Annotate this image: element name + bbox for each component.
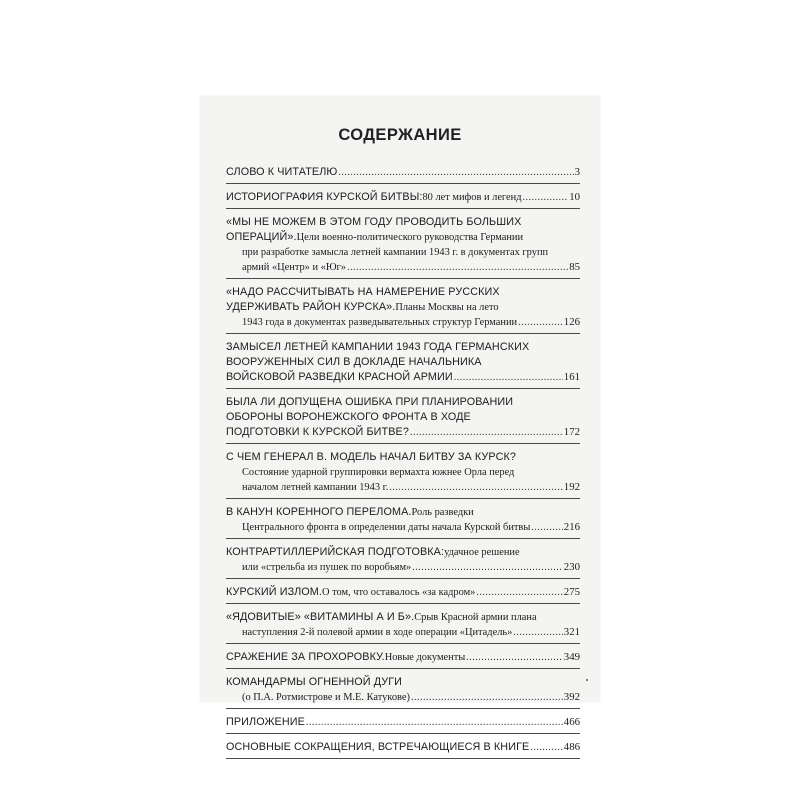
toc-entry bbox=[226, 583, 580, 604]
toc-entry-line bbox=[226, 260, 580, 275]
toc-entry-line bbox=[226, 300, 580, 315]
toc-entry-heading: СРАЖЕНИЕ ЗА ПРОХОРОВКУ. bbox=[226, 651, 385, 663]
toc-entry-line bbox=[226, 230, 580, 245]
book-page bbox=[200, 96, 600, 753]
toc-entry bbox=[226, 188, 580, 209]
toc-entry-line bbox=[226, 245, 580, 260]
toc-entry-heading: В КАНУН КОРЕННОГО ПЕРЕЛОМА. bbox=[226, 506, 412, 518]
toc-entry-subtitle: 1943 года в документах разведывательных структур Германии bbox=[242, 317, 518, 328]
toc-entry-subtitle: или «стрельба из пушек по воробьям» bbox=[242, 562, 412, 573]
dot-leader bbox=[410, 425, 563, 440]
toc-entry-heading: УДЕРЖИВАТЬ РАЙОН КУРСКА». bbox=[226, 301, 396, 313]
toc-entry bbox=[226, 673, 580, 709]
toc-entry-line bbox=[226, 285, 580, 300]
toc-page-number: 85 bbox=[569, 261, 580, 273]
toc-entry-heading: «НАДО РАССЧИТЫВАТЬ НА НАМЕРЕНИЕ РУССКИХ bbox=[226, 286, 500, 298]
dot-leader bbox=[531, 520, 562, 535]
toc-entry-heading: ЗАМЫСЕЛ ЛЕТНЕЙ КАМПАНИИ 1943 ГОДА ГЕРМАНСКИХ bbox=[226, 341, 530, 353]
toc-entry-subtitle: удачное решение bbox=[444, 547, 520, 558]
toc-entry-heading: ОБОРОНЫ ВОРОНЕЖСКОГО ФРОНТА В ХОДЕ bbox=[226, 411, 471, 423]
toc-entry-heading: ВОЙСКОВОЙ РАЗВЕДКИ КРАСНОЙ АРМИИ bbox=[226, 371, 453, 383]
toc-entry bbox=[226, 213, 580, 279]
toc-entry-heading: БЫЛА ЛИ ДОПУЩЕНА ОШИБКА ПРИ ПЛАНИРОВАНИИ bbox=[226, 396, 514, 408]
toc-entry-subtitle: (о П.А. Ротмистрове и М.Е. Катукове) bbox=[242, 692, 410, 703]
toc-page-number: 275 bbox=[563, 586, 580, 598]
toc-entry-heading: КУРСКИЙ ИЗЛОМ. bbox=[226, 586, 322, 598]
toc-page-number: 172 bbox=[563, 426, 580, 438]
toc-entry-line bbox=[226, 545, 580, 560]
toc-entry-subtitle: Цели военно-политического руководства Германии bbox=[296, 232, 524, 243]
toc-entry-heading: «ЯДОВИТЫЕ» «ВИТАМИНЫ А И Б». bbox=[226, 611, 415, 623]
dot-leader bbox=[412, 560, 563, 575]
toc-entry-subtitle: наступления 2-й полевой армии в ходе операции «Цитадель» bbox=[242, 627, 513, 638]
toc-entry-heading: ПРИЛОЖЕНИЕ bbox=[226, 716, 305, 728]
toc-page-number: 161 bbox=[563, 371, 580, 383]
toc-entry-subtitle: Срыв Красной армии плана bbox=[414, 612, 537, 623]
toc-entry-subtitle: Состояние ударной группировки вермахта южнее Орла перед bbox=[242, 467, 515, 478]
toc-entry-line bbox=[226, 740, 580, 755]
table-of-contents bbox=[226, 163, 580, 763]
dot-leader bbox=[411, 690, 563, 705]
toc-entry-subtitle: при разработке замысла летней кампании 1943 г. в документах групп bbox=[242, 247, 549, 258]
toc-entry-subtitle: Центрального фронта в определении даты начала Курской битвы bbox=[242, 522, 531, 533]
toc-entry-line bbox=[226, 165, 580, 180]
dot-leader bbox=[523, 190, 569, 205]
toc-entry-line bbox=[226, 585, 580, 600]
toc-entry bbox=[226, 738, 580, 759]
toc-entry-line bbox=[226, 610, 580, 625]
toc-entry bbox=[226, 393, 580, 444]
toc-entry-line bbox=[226, 480, 580, 495]
toc-entry-heading: ВООРУЖЕННЫХ СИЛ В ДОКЛАДЕ НАЧАЛЬНИКА bbox=[226, 356, 482, 368]
toc-entry-line bbox=[226, 395, 580, 410]
toc-entry-heading: КОНТРАРТИЛЛЕРИЙСКАЯ ПОДГОТОВКА: bbox=[226, 546, 445, 558]
toc-entry-heading: СЛОВО К ЧИТАТЕЛЮ bbox=[226, 166, 338, 178]
toc-entry-heading: «МЫ НЕ МОЖЕМ В ЭТОМ ГОДУ ПРОВОДИТЬ БОЛЬШИХ bbox=[226, 216, 522, 228]
toc-entry-subtitle: О том, что оставалось «за кадром» bbox=[322, 587, 476, 598]
page-title: СОДЕРЖАНИЕ bbox=[338, 126, 462, 144]
toc-entry bbox=[226, 448, 580, 499]
toc-entry-line bbox=[226, 715, 580, 730]
toc-entry bbox=[226, 283, 580, 334]
toc-entry-line bbox=[226, 370, 580, 385]
toc-entry bbox=[226, 543, 580, 579]
toc-entry-subtitle: армий «Центр» и «Юг» bbox=[242, 262, 346, 273]
toc-page-number: 3 bbox=[574, 166, 580, 178]
toc-page-number: 486 bbox=[563, 741, 580, 753]
toc-page-number: 126 bbox=[563, 316, 580, 328]
toc-entry-line bbox=[226, 215, 580, 230]
toc-entry-line bbox=[226, 625, 580, 640]
dot-leader bbox=[476, 585, 562, 600]
toc-entry bbox=[226, 648, 580, 669]
toc-entry-line bbox=[226, 190, 580, 205]
dot-leader bbox=[513, 625, 562, 640]
toc-entry-line bbox=[226, 505, 580, 520]
dot-leader bbox=[454, 370, 563, 385]
toc-entry-line bbox=[226, 650, 580, 665]
dot-leader bbox=[389, 480, 562, 495]
page-speck bbox=[586, 679, 588, 681]
toc-entry bbox=[226, 608, 580, 644]
toc-entry-heading: С ЧЕМ ГЕНЕРАЛ В. МОДЕЛЬ НАЧАЛ БИТВУ ЗА КУРСК? bbox=[226, 451, 516, 463]
toc-entry-line bbox=[226, 675, 580, 690]
dot-leader bbox=[306, 715, 563, 730]
toc-entry-subtitle: началом летней кампании 1943 г. bbox=[242, 482, 389, 493]
toc-entry-line bbox=[226, 410, 580, 425]
toc-entry-subtitle: Роль разведки bbox=[411, 507, 474, 518]
toc-entry-line bbox=[226, 560, 580, 575]
toc-entry-subtitle: 80 лет мифов и легенд bbox=[422, 192, 522, 203]
dot-leader bbox=[530, 740, 562, 755]
toc-entry bbox=[226, 503, 580, 539]
toc-page-number: 10 bbox=[569, 191, 580, 203]
toc-entry-subtitle: Новые документы bbox=[384, 652, 466, 663]
toc-entry-heading: ОПЕРАЦИЙ». bbox=[226, 231, 297, 243]
toc-entry-line bbox=[226, 425, 580, 440]
toc-entry-line bbox=[226, 340, 580, 355]
toc-entry bbox=[226, 713, 580, 734]
toc-page-number: 466 bbox=[563, 716, 580, 728]
dot-leader bbox=[518, 315, 563, 330]
toc-page-number: 192 bbox=[563, 481, 580, 493]
dot-leader bbox=[347, 260, 568, 275]
toc-entry-line bbox=[226, 355, 580, 370]
toc-entry-line bbox=[226, 520, 580, 535]
toc-entry-line bbox=[226, 465, 580, 480]
toc-entry-line bbox=[226, 315, 580, 330]
toc-page-number: 392 bbox=[563, 691, 580, 703]
toc-entry-heading: ОСНОВНЫЕ СОКРАЩЕНИЯ, ВСТРЕЧАЮЩИЕСЯ В КНИГЕ bbox=[226, 741, 530, 753]
toc-entry-line bbox=[226, 690, 580, 705]
toc-entry-heading: ИСТОРИОГРАФИЯ КУРСКОЙ БИТВЫ: bbox=[226, 191, 423, 203]
toc-entry-heading: ПОДГОТОВКИ К КУРСКОЙ БИТВЕ? bbox=[226, 426, 409, 438]
toc-entry bbox=[226, 163, 580, 184]
dot-leader bbox=[466, 650, 563, 665]
toc-entry-heading: КОМАНДАРМЫ ОГНЕННОЙ ДУГИ bbox=[226, 676, 402, 688]
toc-page-number: 349 bbox=[563, 651, 580, 663]
toc-entry-line bbox=[226, 450, 580, 465]
toc-page-number: 216 bbox=[563, 521, 580, 533]
toc-entry bbox=[226, 338, 580, 389]
dot-leader bbox=[338, 165, 573, 180]
toc-page-number: 321 bbox=[563, 626, 580, 638]
toc-page-number: 230 bbox=[563, 561, 580, 573]
toc-entry-subtitle: Планы Москвы на лето bbox=[395, 302, 499, 313]
